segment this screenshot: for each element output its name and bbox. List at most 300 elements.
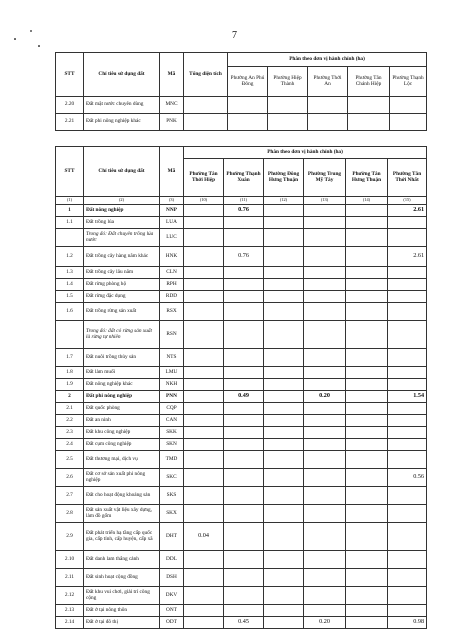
row-code: PNN xyxy=(160,391,184,403)
row-stt: 2.12 xyxy=(56,587,84,605)
value-cell xyxy=(264,605,304,617)
row-name: Đất cơ sở sản xuất phi nông nghiệp xyxy=(84,469,160,487)
value-cell xyxy=(388,379,427,391)
scan-speck xyxy=(30,30,32,32)
value-cell xyxy=(184,303,224,321)
table-row xyxy=(56,114,427,131)
row-code: MNC xyxy=(160,97,184,114)
table-row xyxy=(56,349,427,367)
row-code: LUC xyxy=(160,229,184,247)
column-index: (15) xyxy=(388,197,427,205)
value-cell xyxy=(184,403,224,415)
row-name: Đất an ninh xyxy=(84,415,160,427)
row-stt xyxy=(56,229,84,247)
row-stt: 1.3 xyxy=(56,267,84,279)
value-cell xyxy=(184,505,224,523)
table-row xyxy=(56,403,427,415)
row-stt: 1.9 xyxy=(56,379,84,391)
value-cell xyxy=(224,415,264,427)
value-cell xyxy=(388,523,427,551)
row-stt: 1 xyxy=(56,205,84,217)
value-cell xyxy=(224,487,264,505)
row-stt: 2 xyxy=(56,391,84,403)
value-cell xyxy=(346,217,388,229)
value-cell xyxy=(264,427,304,439)
row-code: RDD xyxy=(160,291,184,303)
value-cell xyxy=(304,367,346,379)
value-cell xyxy=(388,551,427,569)
table-row xyxy=(56,427,427,439)
value-cell xyxy=(264,439,304,451)
table-row xyxy=(56,291,427,303)
row-code: NNP xyxy=(160,205,184,217)
value-cell xyxy=(346,605,388,617)
value-cell xyxy=(264,617,304,629)
row-stt: 2.21 xyxy=(56,114,84,131)
value-cell xyxy=(264,217,304,229)
value-cell xyxy=(264,487,304,505)
row-name: Đất trồng cây lâu năm xyxy=(84,267,160,279)
row-stt: 1.5 xyxy=(56,291,84,303)
table-row xyxy=(56,617,427,629)
row-stt: 2.3 xyxy=(56,427,84,439)
table-row xyxy=(56,587,427,605)
value-cell xyxy=(346,617,388,629)
value-cell xyxy=(224,229,264,247)
table-row xyxy=(56,451,427,469)
value-cell xyxy=(224,379,264,391)
value-cell xyxy=(346,587,388,605)
row-name: Đất phát triển hạ tầng cấp quốc gia, cấp tỉnh, cấp huyện, cấp xã xyxy=(84,523,160,551)
row-code: CAN xyxy=(160,415,184,427)
row-name: Đất sản xuất vật liệu xây dựng, làm đồ gốm xyxy=(84,505,160,523)
land-use-table-continued xyxy=(55,52,427,131)
row-stt: 2.8 xyxy=(56,505,84,523)
value-cell xyxy=(346,523,388,551)
column-index: (14) xyxy=(346,197,388,205)
value-cell xyxy=(388,487,427,505)
value-cell xyxy=(388,279,427,291)
value-cell xyxy=(388,569,427,587)
value-cell xyxy=(346,403,388,415)
value-cell xyxy=(264,291,304,303)
value-cell: 2.61 xyxy=(388,205,427,217)
row-stt: 2.2 xyxy=(56,415,84,427)
value-cell xyxy=(304,469,346,487)
value-cell xyxy=(224,267,264,279)
row-name: Đất nuôi trồng thủy sản xyxy=(84,349,160,367)
value-cell xyxy=(304,303,346,321)
row-stt xyxy=(56,321,84,349)
value-cell xyxy=(224,587,264,605)
value-cell xyxy=(304,247,346,267)
value-cell xyxy=(184,367,224,379)
ward-header: Phường Đông Hưng Thuận xyxy=(264,159,304,197)
value-cell xyxy=(346,487,388,505)
column-index: (10) xyxy=(184,197,224,205)
header-total-area: Tổng diện tích xyxy=(184,53,228,97)
row-stt: 2.20 xyxy=(56,97,84,114)
value-cell xyxy=(184,279,224,291)
value-cell xyxy=(304,427,346,439)
value-cell xyxy=(388,217,427,229)
header-indicator: Chỉ tiêu sử dụng đất xyxy=(84,147,160,197)
value-cell xyxy=(304,321,346,349)
value-cell: 0.20 xyxy=(304,617,346,629)
value-cell xyxy=(184,229,224,247)
row-code: SKC xyxy=(160,469,184,487)
row-name: Đất phi nông nghiệp xyxy=(84,391,160,403)
value-cell xyxy=(304,439,346,451)
table-row xyxy=(56,551,427,569)
table-row xyxy=(56,97,427,114)
row-stt: 2.7 xyxy=(56,487,84,505)
row-name: Đất rừng đặc dụng xyxy=(84,291,160,303)
ward-header: Phường Trung Mỹ Tây xyxy=(304,159,346,197)
row-code: SKS xyxy=(160,487,184,505)
value-cell xyxy=(346,367,388,379)
value-cell xyxy=(264,205,304,217)
value-cell xyxy=(264,349,304,367)
value-cell xyxy=(304,349,346,367)
value-cell xyxy=(184,551,224,569)
value-cell xyxy=(224,403,264,415)
row-code: DKV xyxy=(160,587,184,605)
value-cell xyxy=(388,451,427,469)
row-stt: 2.13 xyxy=(56,605,84,617)
ward-header: Phường Hiệp Thành xyxy=(268,67,308,97)
row-stt: 2.1 xyxy=(56,403,84,415)
value-cell xyxy=(346,415,388,427)
ward-header: Phường Tân Thới Nhất xyxy=(388,159,427,197)
row-name: Trong đó: Đất chuyên trồng lúa nước xyxy=(84,229,160,247)
table-row xyxy=(56,217,427,229)
row-stt: 1.4 xyxy=(56,279,84,291)
value-cell xyxy=(388,403,427,415)
row-code: RSX xyxy=(160,303,184,321)
row-name: Đất quốc phòng xyxy=(84,403,160,415)
value-cell xyxy=(184,451,224,469)
column-index: (11) xyxy=(224,197,264,205)
row-stt: 2.5 xyxy=(56,451,84,469)
value-cell xyxy=(346,551,388,569)
value-cell xyxy=(224,523,264,551)
row-code: RSN xyxy=(160,321,184,349)
value-cell xyxy=(184,205,224,217)
value-cell xyxy=(304,551,346,569)
row-name: Đất ở tại nông thôn xyxy=(84,605,160,617)
row-name: Đất sinh hoạt cộng đồng xyxy=(84,569,160,587)
ward-header: Phường Tân Chánh Hiệp xyxy=(348,67,390,97)
value-cell: 0.20 xyxy=(304,391,346,403)
value-cell xyxy=(184,349,224,367)
table-row xyxy=(56,391,427,403)
page-number: 7 xyxy=(232,30,237,41)
value-cell: 0.56 xyxy=(388,469,427,487)
row-name: Đất cụm công nghiệp xyxy=(84,439,160,451)
table-row xyxy=(56,205,427,217)
value-cell xyxy=(388,415,427,427)
ward-header: Phường Tân Hưng Thuận xyxy=(346,159,388,197)
value-cell xyxy=(264,303,304,321)
row-name: Đất khu công nghiệp xyxy=(84,427,160,439)
value-cell xyxy=(224,367,264,379)
row-code: DSH xyxy=(160,569,184,587)
row-name: Trong đó: đất có rừng sản xuất là rừng tự nhiên xyxy=(84,321,160,349)
value-cell xyxy=(304,379,346,391)
value-cell xyxy=(184,391,224,403)
column-index: (2) xyxy=(84,197,160,205)
row-name: Đất danh lam thắng cảnh xyxy=(84,551,160,569)
table-row xyxy=(56,279,427,291)
value-cell xyxy=(346,349,388,367)
row-code: CLN xyxy=(160,267,184,279)
value-cell xyxy=(264,267,304,279)
value-cell xyxy=(264,321,304,349)
value-cell xyxy=(224,551,264,569)
row-stt: 2.10 xyxy=(56,551,84,569)
value-cell xyxy=(224,291,264,303)
table-row xyxy=(56,569,427,587)
value-cell xyxy=(346,451,388,469)
table-row xyxy=(56,439,427,451)
row-code: SKK xyxy=(160,427,184,439)
value-cell xyxy=(346,427,388,439)
value-cell xyxy=(184,267,224,279)
value-cell xyxy=(184,617,224,629)
value-cell xyxy=(264,415,304,427)
value-cell xyxy=(304,267,346,279)
value-cell xyxy=(388,605,427,617)
value-cell xyxy=(388,321,427,349)
value-cell xyxy=(184,427,224,439)
row-name: Đất rừng phòng hộ xyxy=(84,279,160,291)
value-cell xyxy=(184,415,224,427)
row-code: HNK xyxy=(160,247,184,267)
value-cell xyxy=(184,247,224,267)
column-index: (3) xyxy=(160,197,184,205)
value-cell xyxy=(184,217,224,229)
value-cell xyxy=(388,291,427,303)
value-cell xyxy=(224,469,264,487)
row-name: Đất mặt nước chuyên dùng xyxy=(84,97,160,114)
header-stt: STT xyxy=(56,53,84,97)
row-code: LMU xyxy=(160,367,184,379)
value-cell xyxy=(304,217,346,229)
value-cell xyxy=(224,451,264,469)
value-cell xyxy=(184,291,224,303)
value-cell: 0.45 xyxy=(224,617,264,629)
value-cell xyxy=(388,229,427,247)
table-row xyxy=(56,415,427,427)
row-code: TMD xyxy=(160,451,184,469)
value-cell xyxy=(346,267,388,279)
row-name: Đất nông nghiệp khác xyxy=(84,379,160,391)
value-cell xyxy=(346,291,388,303)
value-cell xyxy=(184,379,224,391)
ward-header: Phường An Phú Đông xyxy=(228,67,268,97)
value-cell xyxy=(304,415,346,427)
row-stt: 1.6 xyxy=(56,303,84,321)
value-cell: 0.76 xyxy=(224,247,264,267)
value-cell xyxy=(304,291,346,303)
value-cell xyxy=(304,487,346,505)
value-cell xyxy=(304,403,346,415)
row-code: RPH xyxy=(160,279,184,291)
value-cell xyxy=(304,587,346,605)
row-code: SKN xyxy=(160,439,184,451)
value-cell: 0.76 xyxy=(224,205,264,217)
value-cell xyxy=(388,439,427,451)
table-row xyxy=(56,469,427,487)
row-code: SKX xyxy=(160,505,184,523)
value-cell xyxy=(224,427,264,439)
value-cell xyxy=(264,229,304,247)
value-cell xyxy=(264,469,304,487)
value-cell xyxy=(184,321,224,349)
ward-header: Phường Thạnh Lộc xyxy=(390,67,427,97)
value-cell xyxy=(264,367,304,379)
table-row xyxy=(56,247,427,267)
value-cell xyxy=(346,205,388,217)
value-cell xyxy=(346,321,388,349)
table-row xyxy=(56,321,427,349)
row-code: NKH xyxy=(160,379,184,391)
value-cell xyxy=(224,569,264,587)
value-cell xyxy=(304,279,346,291)
row-code: ODT xyxy=(160,617,184,629)
value-cell xyxy=(184,569,224,587)
value-cell xyxy=(388,267,427,279)
value-cell xyxy=(264,451,304,469)
value-cell xyxy=(304,523,346,551)
row-code: DHT xyxy=(160,523,184,551)
header-admin-units: Phân theo đơn vị hành chính (ha) xyxy=(184,147,427,159)
value-cell xyxy=(304,205,346,217)
row-name: Đất trồng cây hàng năm khác xyxy=(84,247,160,267)
table-row xyxy=(56,505,427,523)
value-cell xyxy=(346,247,388,267)
value-cell xyxy=(264,523,304,551)
scan-speck xyxy=(14,38,16,40)
row-stt: 2.9 xyxy=(56,523,84,551)
value-cell xyxy=(264,403,304,415)
column-index-row xyxy=(56,197,427,205)
land-use-table xyxy=(55,146,427,629)
value-cell xyxy=(224,303,264,321)
value-cell xyxy=(304,569,346,587)
row-stt: 1.2 xyxy=(56,247,84,267)
table-row xyxy=(56,605,427,617)
table-row xyxy=(56,229,427,247)
row-code: LUA xyxy=(160,217,184,229)
value-cell xyxy=(224,505,264,523)
value-cell xyxy=(264,247,304,267)
value-cell xyxy=(346,505,388,523)
row-name: Đất thương mại, dịch vụ xyxy=(84,451,160,469)
row-code: DDL xyxy=(160,551,184,569)
value-cell xyxy=(304,229,346,247)
row-name: Đất nông nghiệp xyxy=(84,205,160,217)
value-cell xyxy=(388,587,427,605)
value-cell xyxy=(346,439,388,451)
value-cell xyxy=(184,439,224,451)
row-code: CQP xyxy=(160,403,184,415)
row-name: Đất trồng lúa xyxy=(84,217,160,229)
row-code: ONT xyxy=(160,605,184,617)
ward-header: Phường Thạnh Xuân xyxy=(224,159,264,197)
table-row xyxy=(56,303,427,321)
table-row xyxy=(56,487,427,505)
value-cell xyxy=(184,487,224,505)
row-stt: 2.14 xyxy=(56,617,84,629)
row-name: Đất khu vui chơi, giải trí công cộng xyxy=(84,587,160,605)
table-row xyxy=(56,367,427,379)
header-admin-units: Phân theo đơn vị hành chính (ha) xyxy=(228,53,427,67)
value-cell xyxy=(346,469,388,487)
table-row xyxy=(56,523,427,551)
scan-speck xyxy=(38,45,40,47)
value-cell: 0.98 xyxy=(388,617,427,629)
value-cell: 0.49 xyxy=(224,391,264,403)
header-stt: STT xyxy=(56,147,84,197)
value-cell: 0.04 xyxy=(184,523,224,551)
value-cell xyxy=(346,391,388,403)
ward-header: Phường Tân Thới Hiệp xyxy=(184,159,224,197)
value-cell xyxy=(184,469,224,487)
row-name: Đất cho hoạt động khoáng sản xyxy=(84,487,160,505)
column-index: (1) xyxy=(56,197,84,205)
value-cell: 2.61 xyxy=(388,247,427,267)
row-stt: 2.11 xyxy=(56,569,84,587)
table-row xyxy=(56,267,427,279)
value-cell xyxy=(388,427,427,439)
value-cell xyxy=(184,587,224,605)
column-index: (13) xyxy=(304,197,346,205)
value-cell xyxy=(264,505,304,523)
row-code: NTS xyxy=(160,349,184,367)
value-cell xyxy=(346,229,388,247)
value-cell xyxy=(388,303,427,321)
value-cell xyxy=(264,587,304,605)
ward-header: Phường Thới An xyxy=(308,67,348,97)
value-cell xyxy=(224,349,264,367)
value-cell xyxy=(346,303,388,321)
value-cell xyxy=(224,279,264,291)
value-cell xyxy=(346,279,388,291)
value-cell xyxy=(264,279,304,291)
value-cell xyxy=(388,349,427,367)
table-row xyxy=(56,379,427,391)
header-indicator: Chỉ tiêu sử dụng đất xyxy=(84,53,160,97)
value-cell xyxy=(224,605,264,617)
value-cell xyxy=(388,367,427,379)
header-code: Mã xyxy=(160,147,184,197)
header-code: Mã xyxy=(160,53,184,97)
value-cell xyxy=(346,569,388,587)
value-cell xyxy=(304,505,346,523)
row-stt: 2.6 xyxy=(56,469,84,487)
value-cell xyxy=(224,439,264,451)
column-index: (12) xyxy=(264,197,304,205)
value-cell xyxy=(304,605,346,617)
value-cell xyxy=(264,569,304,587)
row-stt: 1.8 xyxy=(56,367,84,379)
value-cell xyxy=(264,379,304,391)
value-cell xyxy=(388,505,427,523)
value-cell xyxy=(224,217,264,229)
row-name: Đất phi nông nghiệp khác xyxy=(84,114,160,131)
